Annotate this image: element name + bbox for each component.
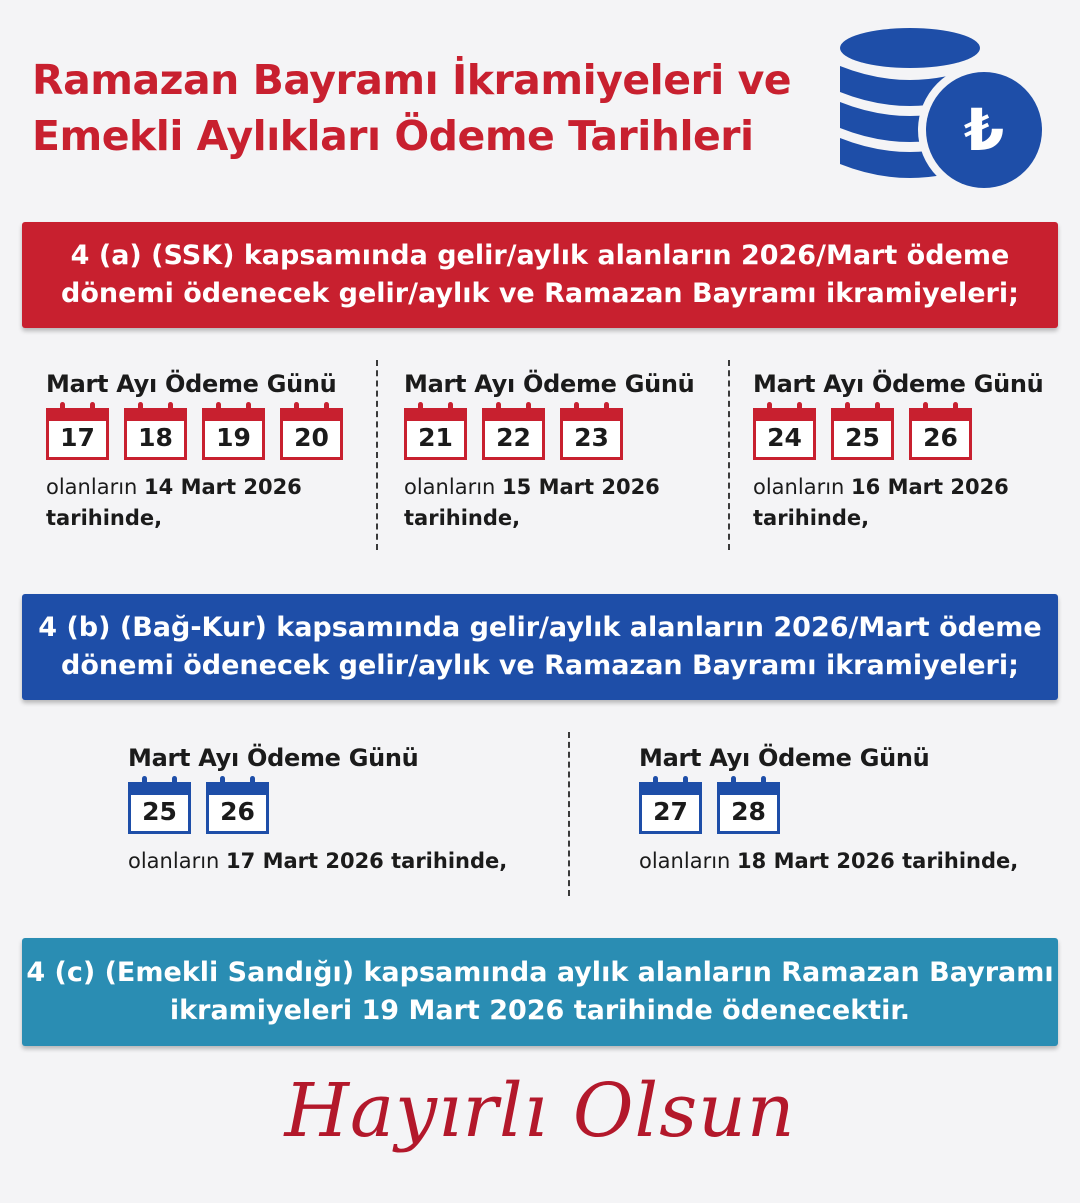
day-number: 27 xyxy=(653,797,688,826)
section-a-banner-line-2: dönemi ödenecek gelir/aylık ve Ramazan Bayramı ikramiyeleri; xyxy=(61,278,1019,309)
day-number: 23 xyxy=(574,423,609,452)
desc-prefix: olanların xyxy=(404,475,503,499)
lira-symbol: ₺ xyxy=(963,96,1005,164)
calendar-day-icon xyxy=(717,782,780,834)
section-b-group-2 xyxy=(639,744,1018,877)
desc-prefix: olanların xyxy=(639,849,738,873)
desc-prefix: olanların xyxy=(128,849,227,873)
closing-greeting: Hayırlı Olsun xyxy=(284,1068,796,1154)
calendar-day-icon xyxy=(206,782,269,834)
payment-date: 15 Mart 2026 xyxy=(502,475,660,499)
payment-description xyxy=(128,846,507,877)
day-number: 26 xyxy=(220,797,255,826)
calendar-day-icon xyxy=(560,408,623,460)
section-a-group-1 xyxy=(46,370,343,534)
section-b-banner-line-2: dönemi ödenecek gelir/aylık ve Ramazan Bayramı ikramiyeleri; xyxy=(61,650,1019,681)
payment-description xyxy=(404,472,694,534)
calendar-day-icon xyxy=(482,408,545,460)
section-b-banner-line-1: 4 (b) (Bağ-Kur) kapsamında gelir/aylık alanların 2026/Mart ödeme xyxy=(38,612,1042,643)
day-number: 24 xyxy=(767,423,802,452)
calendar-day-icon xyxy=(124,408,187,460)
day-number: 28 xyxy=(731,797,766,826)
payment-description xyxy=(753,472,1043,534)
desc-suffix: tarihinde, xyxy=(404,506,521,530)
desc-suffix: tarihinde, xyxy=(753,506,870,530)
payment-date: 18 Mart 2026 xyxy=(737,849,895,873)
calendar-day-icon xyxy=(404,408,467,460)
payment-description xyxy=(46,472,343,534)
coin-stack-lira-icon xyxy=(836,22,1046,207)
group-heading: Mart Ayı Ödeme Günü xyxy=(639,744,930,772)
calendar-day-icon xyxy=(753,408,816,460)
section-a-group-2 xyxy=(404,370,694,534)
section-b-group-1 xyxy=(128,744,507,877)
calendar-row xyxy=(639,782,1018,834)
dashed-divider xyxy=(376,360,378,550)
calendar-day-icon xyxy=(128,782,191,834)
title-line-2: Emekli Aylıkları Ödeme Tarihleri xyxy=(32,112,754,160)
section-a-banner xyxy=(22,222,1058,328)
group-heading: Mart Ayı Ödeme Günü xyxy=(128,744,419,772)
payment-date: 14 Mart 2026 xyxy=(144,475,302,499)
section-c-banner-line-1: 4 (c) (Emekli Sandığı) kapsamında aylık alanların Ramazan Bayramı xyxy=(26,957,1054,988)
day-number: 22 xyxy=(496,423,531,452)
desc-suffix: tarihinde, xyxy=(46,506,163,530)
page-title xyxy=(32,52,791,164)
calendar-row xyxy=(46,408,343,460)
calendar-row xyxy=(404,408,694,460)
day-number: 25 xyxy=(142,797,177,826)
calendar-day-icon xyxy=(280,408,343,460)
desc-suffix: tarihinde, xyxy=(894,849,1019,873)
calendar-row xyxy=(753,408,1043,460)
calendar-day-icon xyxy=(46,408,109,460)
desc-prefix: olanların xyxy=(753,475,852,499)
dashed-divider xyxy=(568,732,570,896)
day-number: 26 xyxy=(923,423,958,452)
calendar-day-icon xyxy=(909,408,972,460)
desc-suffix: tarihinde, xyxy=(383,849,508,873)
calendar-day-icon xyxy=(639,782,702,834)
payment-description xyxy=(639,846,1018,877)
payment-date: 16 Mart 2026 xyxy=(851,475,1009,499)
payment-date: 17 Mart 2026 xyxy=(226,849,384,873)
section-c-banner xyxy=(22,938,1058,1046)
group-heading: Mart Ayı Ödeme Günü xyxy=(46,370,337,398)
calendar-day-icon xyxy=(831,408,894,460)
desc-prefix: olanların xyxy=(46,475,145,499)
group-heading: Mart Ayı Ödeme Günü xyxy=(404,370,695,398)
day-number: 21 xyxy=(418,423,453,452)
dashed-divider xyxy=(728,360,730,550)
day-number: 25 xyxy=(845,423,880,452)
title-line-1: Ramazan Bayramı İkramiyeleri ve xyxy=(32,56,792,104)
calendar-day-icon xyxy=(202,408,265,460)
day-number: 19 xyxy=(216,423,251,452)
day-number: 17 xyxy=(60,423,95,452)
group-heading: Mart Ayı Ödeme Günü xyxy=(753,370,1044,398)
day-number: 18 xyxy=(138,423,173,452)
section-c-banner-line-2: ikramiyeleri 19 Mart 2026 tarihinde ödenecektir. xyxy=(169,995,911,1026)
day-number: 20 xyxy=(294,423,329,452)
section-a-banner-line-1: 4 (a) (SSK) kapsamında gelir/aylık alanların 2026/Mart ödeme xyxy=(70,240,1010,271)
section-a-group-3 xyxy=(753,370,1043,534)
section-b-banner xyxy=(22,594,1058,700)
calendar-row xyxy=(128,782,507,834)
